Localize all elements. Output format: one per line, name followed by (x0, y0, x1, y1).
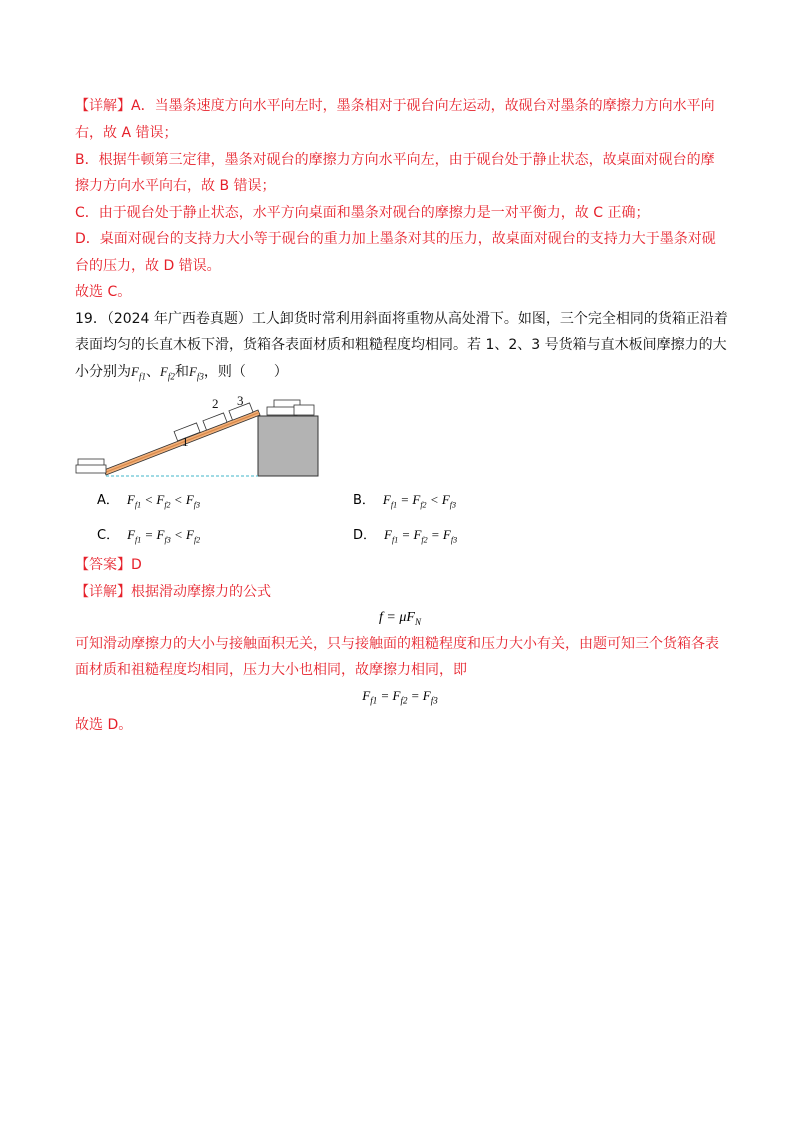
crate-label-3: 3 (237, 393, 244, 408)
q18-detail-line-6: D．桌面对砚台的支持力大小等于砚台的重力加上墨条对其的压力，故桌面对砚台的支持力大于墨条对砚 (75, 231, 716, 247)
q19-answer: 【答案】D (75, 557, 142, 573)
incline-figure (72, 388, 332, 488)
q18-detail-line-2: 右，故 A 错误； (75, 125, 178, 141)
q18-detail-line-7: 台的压力，故 D 错误。 (75, 258, 221, 274)
q18-detail-line-5: C．由于砚台处于静止状态，水平方向桌面和墨条对砚台的摩擦力是一对平衡力，故 C 正确； (75, 205, 650, 221)
q19-stem-line-3: 小分别为$F_{f1}$、$F_{f2}$和$F_{f3}$，则（ ） (75, 364, 288, 382)
q19-detail-line-3: 面材质和祖糙程度均相同，压力大小也相同，故摩擦力相同，即 (75, 662, 467, 678)
q19-detail-line-2: 可知滑动摩擦力的大小与接触面积无关，只与接触面的粗糙程度和压力大小有关，由题可知三个货箱各表 (75, 636, 719, 652)
q19-stem-line-2: 表面均匀的长直木板下滑，货箱各表面材质和粗糙程度均相同。若 1、2、3 号货箱与直木板间摩擦力的大 (75, 337, 727, 353)
q19-detail-line-1: 【详解】根据滑动摩擦力的公式 (75, 584, 271, 600)
option-b[interactable]: B． $F_{f1} = F_{f2} < F_{f3}$ (353, 492, 457, 510)
q19-conclusion: 故选 D。 (75, 717, 133, 733)
crate-bottom (76, 459, 106, 473)
option-d[interactable]: D． $F_{f1} = F_{f2} = F_{f3}$ (353, 527, 458, 545)
q18-detail-line-1: 【详解】A．当墨条速度方向水平向左时，墨条相对于砚台向左运动，故砚台对墨条的摩擦力方向水平向 (75, 98, 715, 114)
q18-detail-line-3: B．根据牛顿第三定律，墨条对砚台的摩擦力方向水平向左，由于砚台处于静止状态，故桌面对砚台的摩 (75, 152, 715, 168)
platform-block (258, 416, 318, 476)
crate-top (267, 400, 314, 415)
equality-formula: $F_{f1} = F_{f2} = F_{f3}$ (362, 688, 438, 706)
q18-detail-line-4: 擦力方向水平向右，故 B 错误； (75, 178, 276, 194)
option-c[interactable]: C． $F_{f1} = F_{f3} < F_{f2}$ (97, 527, 201, 545)
crate-label-2: 2 (212, 396, 219, 411)
friction-formula: $f = \mu F_N$ (379, 610, 421, 627)
option-a[interactable]: A． $F_{f1} < F_{f2} < F_{f3}$ (97, 492, 200, 510)
crate-label-1: 1 (182, 434, 189, 449)
q18-conclusion: 故选 C。 (75, 284, 132, 300)
q19-stem-line-1: 19．（2024 年广西卷真题）工人卸货时常利用斜面将重物从高处滑下。如图，三个完全相同的货箱正沿着 (75, 311, 728, 327)
